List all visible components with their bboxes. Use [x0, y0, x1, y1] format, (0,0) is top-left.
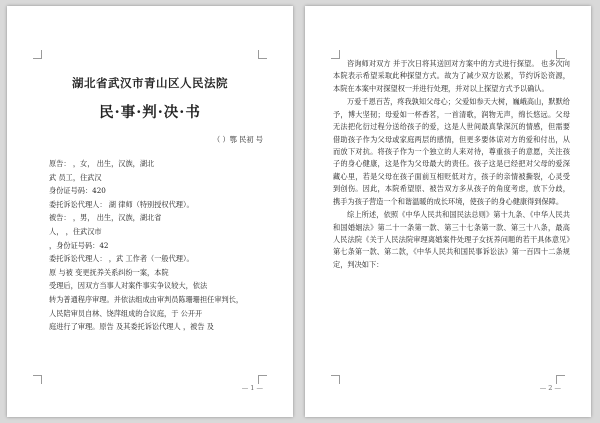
paragraph: 庭进行了审理。原告 及其委托诉讼代理人 ，被告 及	[49, 322, 214, 332]
paragraph: 原告： ，女， 出生，汉族，湖北	[49, 159, 155, 168]
paragraph: ，身份证号码：42	[49, 240, 109, 250]
paragraph: 武 员工，住武汉	[49, 172, 102, 182]
document-type-title: 民·事·判·决·书	[99, 104, 201, 121]
document-page-left	[7, 6, 293, 417]
margin-mark	[556, 375, 565, 384]
paragraph: 被告： ，男， 出生，汉族，湖北省	[49, 213, 162, 223]
paragraph: 万爱千恩百苦，疼我孰知父母心；父爱如参天大树，巍峨高山，默默给予，博大坚韧；母爱如一杯香茗，一首清歌，润物无声，绵长悠远。父母无法把化衍过程分送给孩子的爱，这是人世间最真挚深沉的情感，但需要借助孩子作为父母或家庭两层的感情，但更多要体谅对方的爱和付出，从而放下对抗。将孩子作为一个独立的人来对待，尊重孩子的意愿，关注孩子的身心健康，这是作为父母最大的责任。孩子这是已经把对父母的爱深藏心里，若是父母在孩子面前互相贬低对方，孩子的亲情被撕裂，心灵受到创伤。因此，本院希望原、被告双方多从孩子的角度考虑，放下分歧，携手为孩子营造一个和谐温暖的成长环境，使孩子的身心健康得到保障。	[333, 97, 570, 206]
page-number: — 1 —	[241, 384, 263, 392]
margin-mark	[33, 375, 42, 384]
paragraph: 综上所述，依照《中华人民共和国民法总则》第十九条、《中华人民共和国婚姻法》第二十一条第一款、第三十七条第一款、第三十八条，最高人民法院《关于人民法院审理离婚案件处理子女抚养问题的若干具体意见》第七条第一款、第二款，《中华人民共和国民事诉讼法》第一百四十二条规定，判决如下：	[333, 210, 570, 269]
paragraph: 原 与被 变更抚养关系纠纷一案，本院	[49, 267, 169, 277]
paragraph: 转为普通程序审理。并依法组成由审判员陈珊珊担任审判长，	[49, 294, 244, 304]
court-name: 湖北省武汉市青山区人民法院	[72, 76, 228, 90]
paragraph: 委托诉讼代理人： ，武 工作者（一般代理）。	[49, 254, 194, 264]
paragraph: 人， ，住武汉市	[49, 226, 102, 236]
margin-mark	[258, 375, 267, 384]
left-body-text	[35, 158, 272, 335]
document-page-right	[305, 6, 591, 417]
case-number: （ ）鄂 民初 号	[213, 135, 263, 144]
paragraph: 身份证号码：420	[49, 186, 106, 196]
paragraph: 人民陪审员自林、饶萍组成的合议庭，于 公开开	[49, 308, 203, 318]
page-number: — 2 —	[539, 384, 561, 392]
margin-mark	[258, 50, 267, 59]
paragraph: 受理后，因双方当事人对案件事实争议较大，依法	[49, 281, 208, 291]
right-body-text	[333, 58, 570, 272]
margin-mark	[331, 375, 340, 384]
paragraph: 委托诉讼代理人： 湖 律师（特别授权代理）。	[49, 199, 194, 209]
paragraph: 咨询师对双方 并于次日将其送回对方案中的方式进行探望。 也多次向本院表示希望采取此种探望方式。故为了减少双方讼累，节约诉讼资源，本院在本案中对探望权一并进行处理，并对以上探望方式予以确认。	[333, 59, 570, 93]
margin-mark	[33, 50, 42, 59]
